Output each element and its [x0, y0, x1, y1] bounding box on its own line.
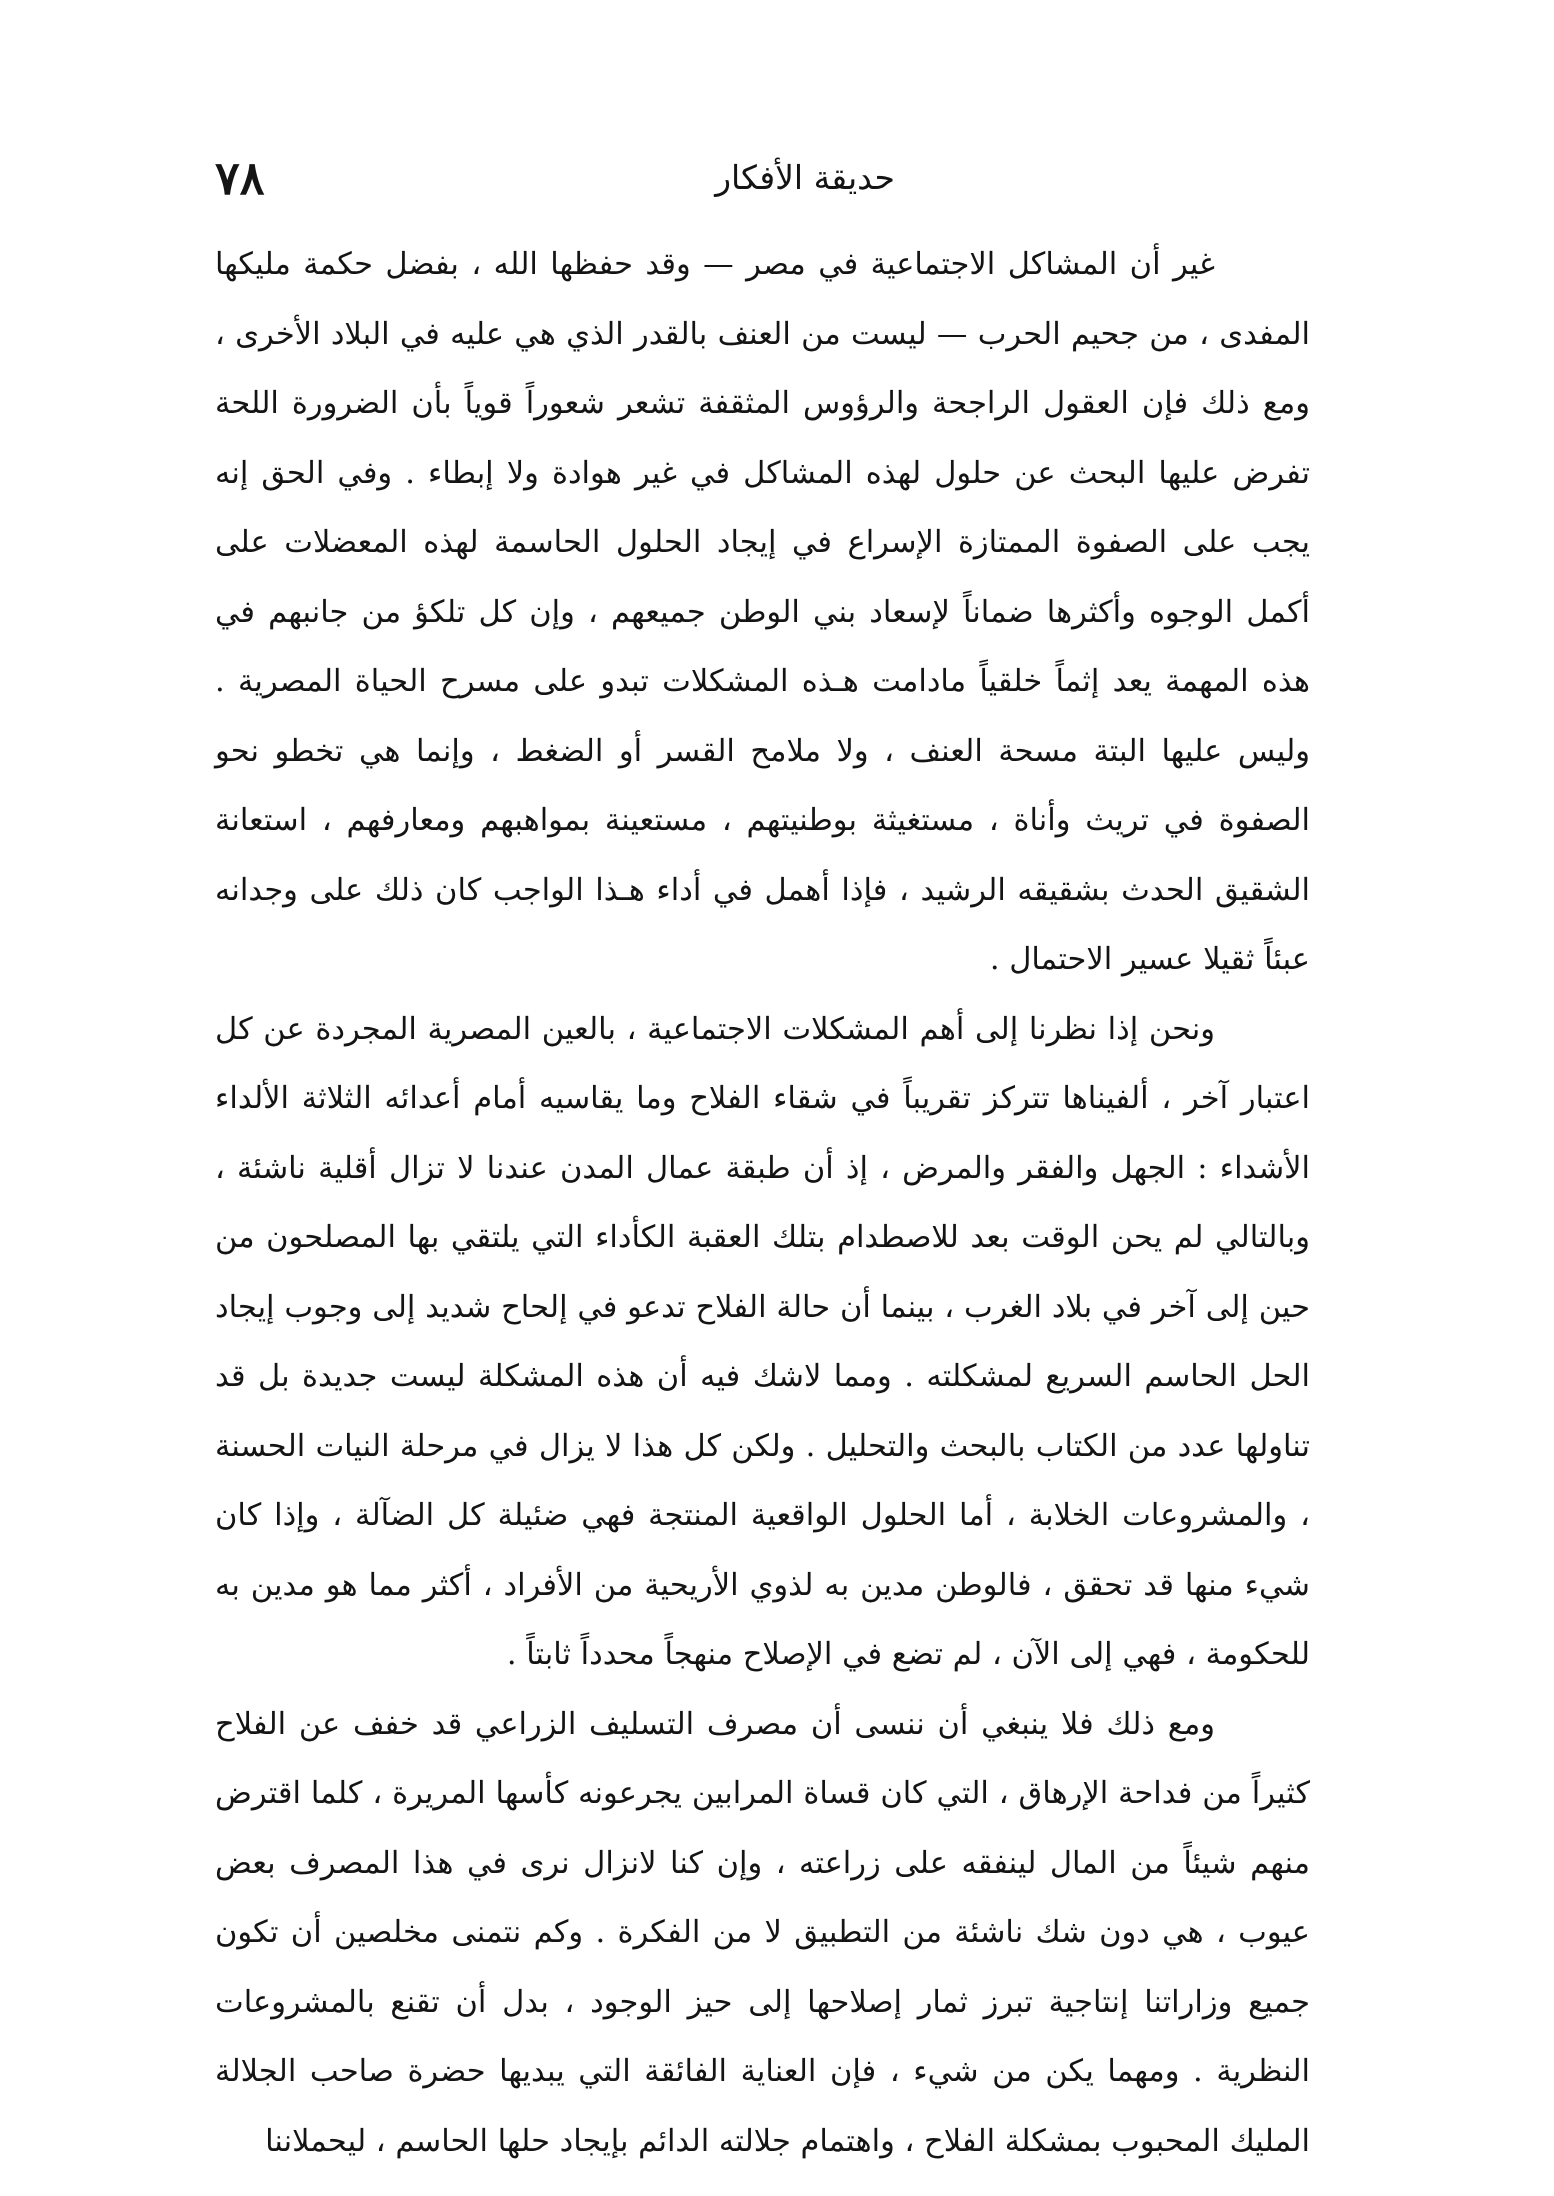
page-number: ٧٨	[215, 151, 265, 205]
body-text	[215, 230, 1310, 2176]
paragraph: غير أن المشاكل الاجتماعية في مصر — وقد حفظها الله ، بفضل حكمة مليكها المفدى ، من جحيم الحرب — ليست من العنف بالقدر الذي هي عليه في البلاد الأخرى ، ومع ذلك فإن العقول الراجحة والرؤوس المثقفة تشعر شعوراً قوياً بأن الضرورة اللحة تفرض عليها البحث عن حلول لهذه المشاكل في غير هوادة ولا إبطاء . وفي الحق إنه يجب على الصفوة الممتازة الإسراع في إيجاد الحلول الحاسمة لهذه المعضلات على أكمل الوجوه وأكثرها ضماناً لإسعاد بني الوطن جميعهم ، وإن كل تلكؤ من جانبهم في هذه المهمة يعد إثماً خلقياً مادامت هـذه المشكلات تبدو على مسرح الحياة المصرية . وليس عليها البتة مسحة العنف ، ولا ملامح القسر أو الضغط ، وإنما هي تخطو نحو الصفوة في تريث وأناة ، مستغيثة بوطنيتهم ، مستعينة بمواهبهم ومعارفهم ، استعانة الشقيق الحدث بشقيقه الرشيد ، فإذا أهمل في أداء هـذا الواجب كان ذلك على وجدانه عبئاً ثقيلا عسير الاحتمال .	[215, 247, 1310, 977]
paragraph: ونحن إذا نظرنا إلى أهم المشكلات الاجتماعية ، بالعين المصرية المجردة عن كل اعتبار آخر ، ألفيناها تتركز تقريباً في شقاء الفلاح وما يقاسيه أمام أعدائه الثلاثة الألداء الأشداء : الجهل والفقر والمرض ، إذ أن طبقة عمال المدن عندنا لا تزال أقلية ناشئة ، وبالتالي لم يحن الوقت بعد للاصطدام بتلك العقبة الكأداء التي يلتقي بها المصلحون من حين إلى آخر في بلاد الغرب ، بينما أن حالة الفلاح تدعو في إلحاح شديد إلى وجوب إيجاد الحل الحاسم السريع لمشكلته . ومما لاشك فيه أن هذه المشكلة ليست جديدة بل قد تناولها عدد من الكتاب بالبحث والتحليل . ولكن كل هذا لا يزال في مرحلة النيات الحسنة ، والمشروعات الخلابة ، أما الحلول الواقعية المنتجة فهي ضئيلة كل الضآلة ، وإذا كان شيء منها قد تحقق ، فالوطن مدين به لذوي الأريحية من الأفراد ، أكثر مما هو مدين به للحكومة ، فهي إلى الآن ، لم تضع في الإصلاح منهجاً محدداً ثابتاً .	[215, 1011, 1310, 1672]
page-header	[215, 150, 1310, 210]
running-title: حديقة الأفكار	[715, 158, 895, 197]
paragraph: ومع ذلك فلا ينبغي أن ننسى أن مصرف التسليف الزراعي قد خفف عن الفلاح كثيراً من فداحة الإرهاق ، التي كان قساة المرابين يجرعونه كأسها المريرة ، كلما اقترض منهم شيئاً من المال لينفقه على زراعته ، وإن كنا لانزال نرى في هذا المصرف بعض عيوب ، هي دون شك ناشئة من التطبيق لا من الفكرة . وكم نتمنى مخلصين أن تكون جميع وزاراتنا إنتاجية تبرز ثمار إصلاحها إلى حيز الوجود ، بدل أن تقنع بالمشروعات النظرية . ومهما يكن من شيء ، فإن العناية الفائقة التي يبديها حضرة صاحب الجلالة المليك المحبوب بمشكلة الفلاح ، واهتمام جلالته الدائم بإيجاد حلها الحاسم ، ليحملاننا	[215, 1706, 1310, 2159]
